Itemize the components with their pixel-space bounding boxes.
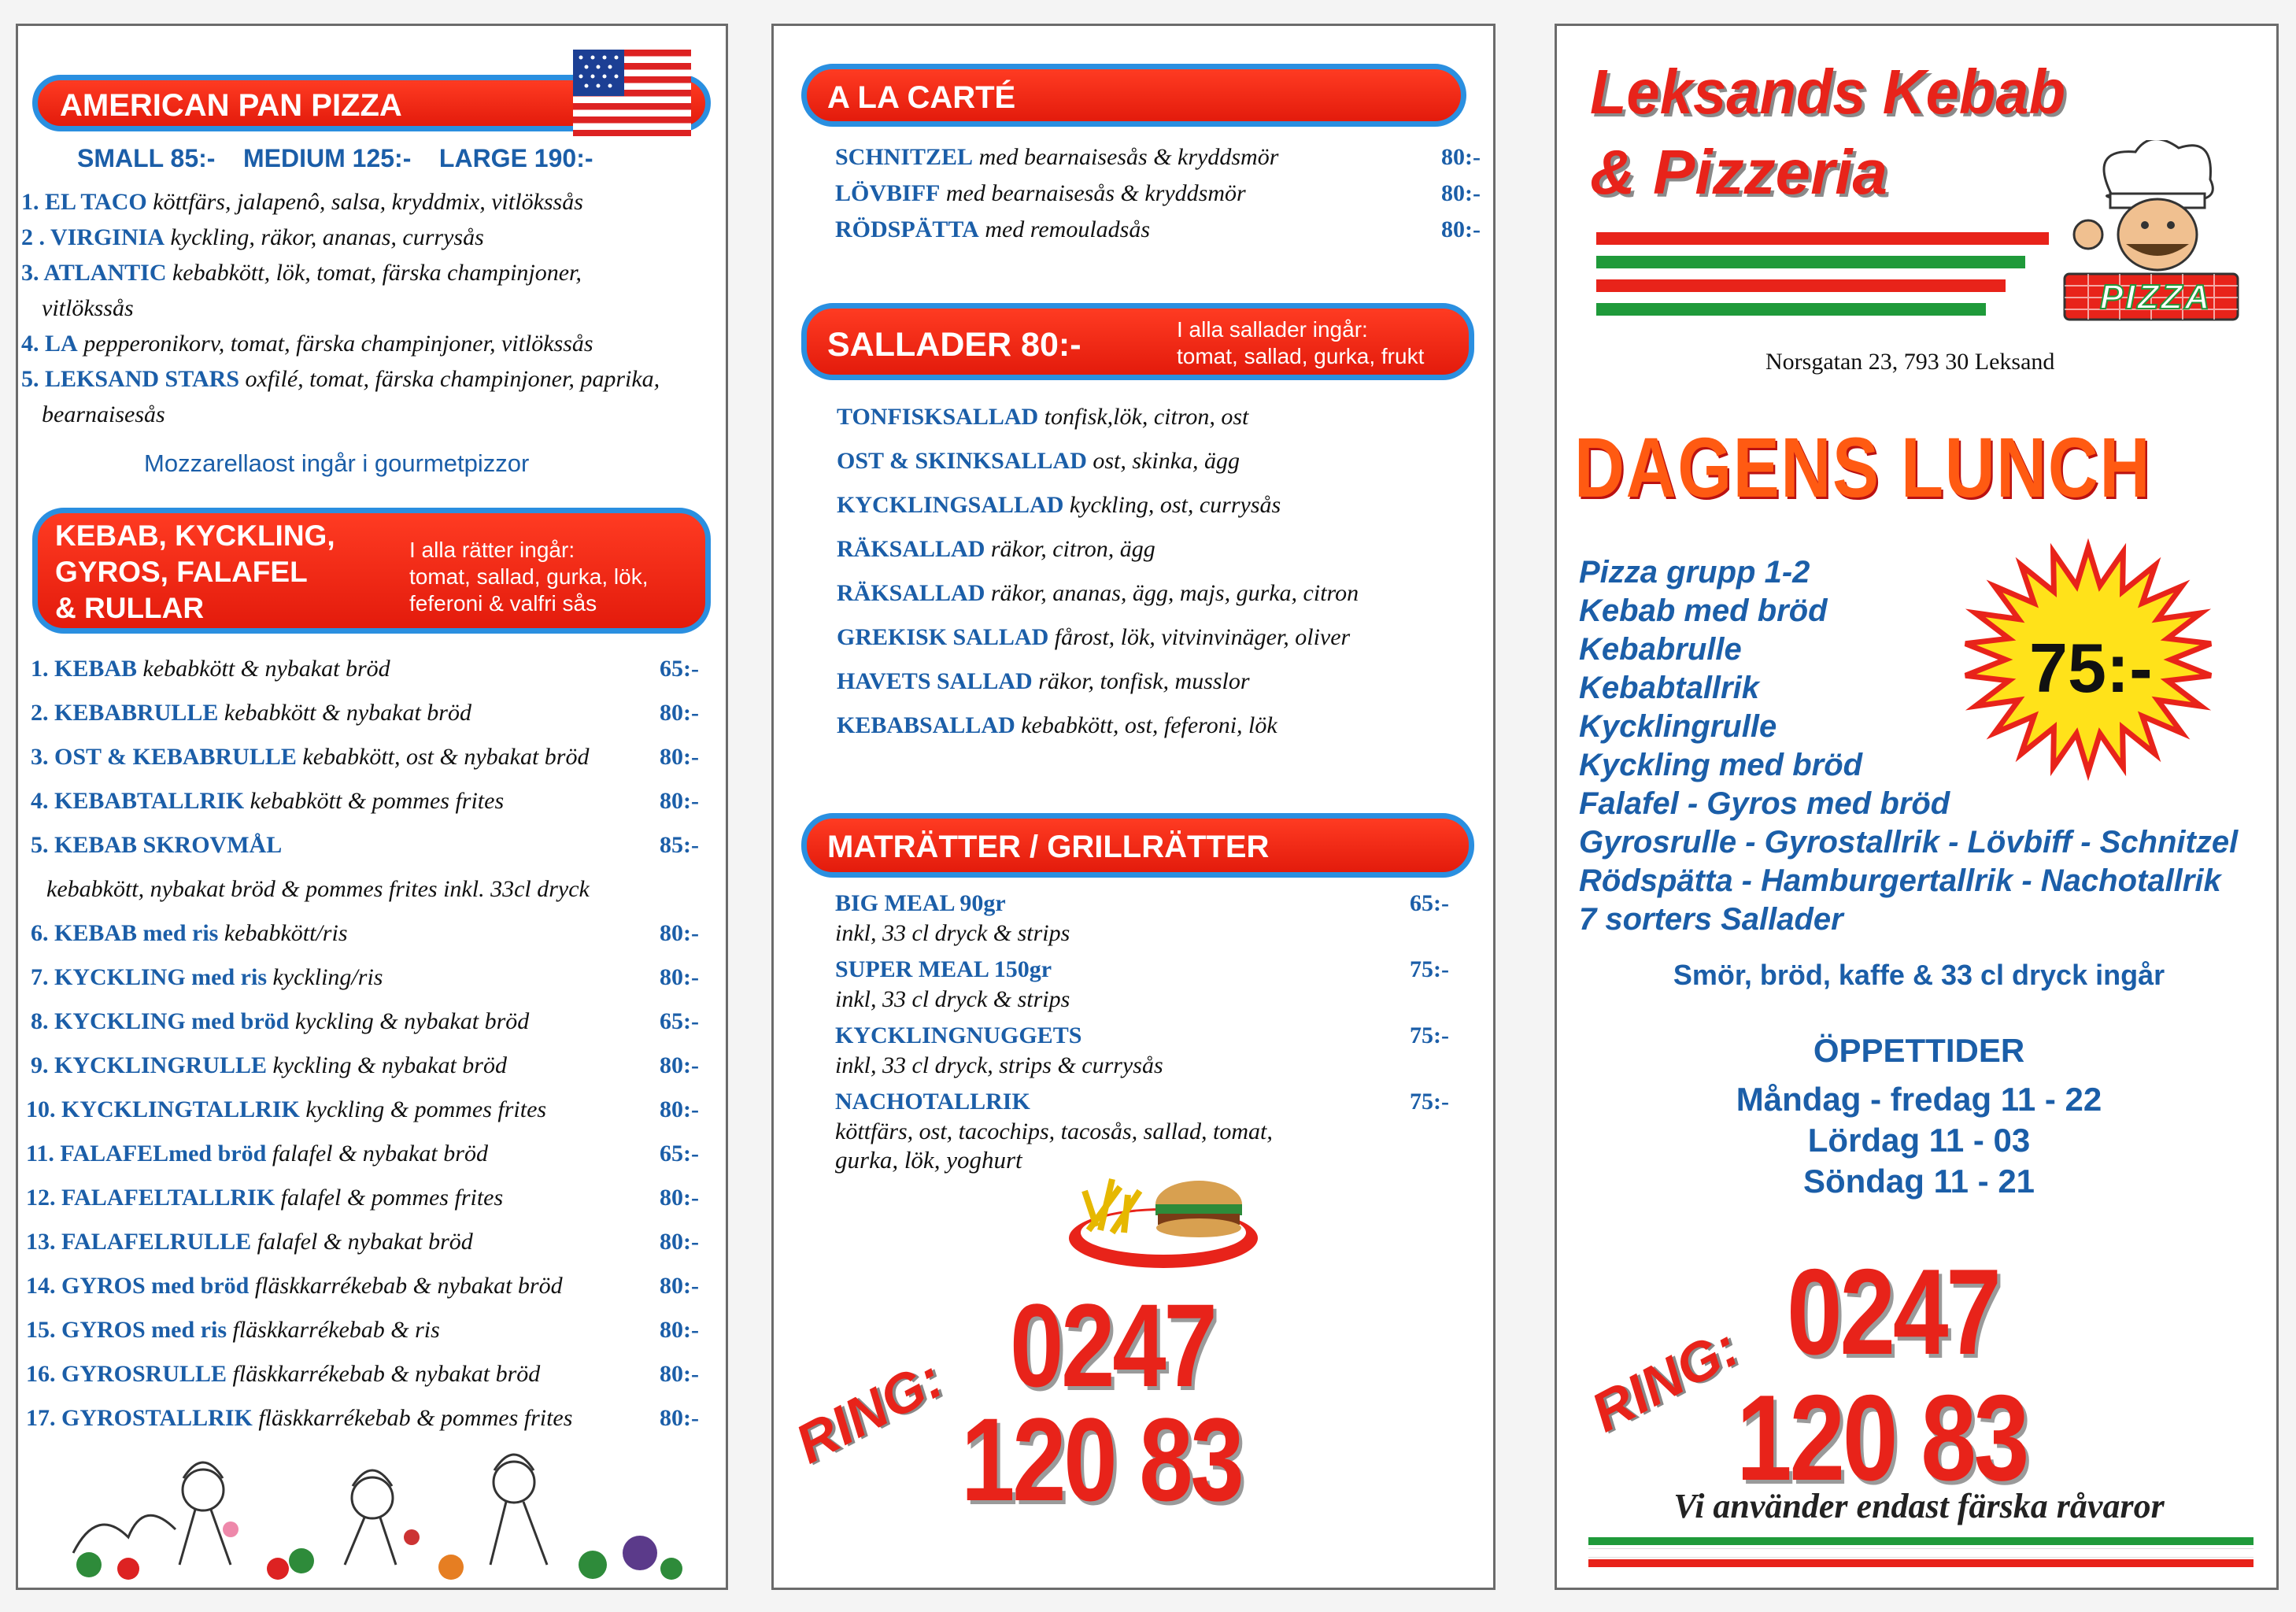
- menu-item-price: 75:-: [1410, 1022, 1449, 1048]
- menu-item: [31, 832, 282, 859]
- ring-label: RING:: [1581, 1316, 1749, 1444]
- lunch-item: Kebabrulle: [1579, 632, 1742, 667]
- menu-item-desc: kebabkött & nybakat bröd: [224, 700, 471, 726]
- menu-item-desc: kyckling/ris: [272, 964, 383, 990]
- menu-item-name: 3. ATLANTIC: [21, 260, 167, 286]
- menu-item-desc: kyckling & nybakat bröd: [272, 1052, 507, 1078]
- menu-item-name: RÄKSALLAD: [837, 580, 985, 606]
- menu-item: [26, 1405, 572, 1432]
- menu-item-price: 80:-: [660, 1405, 699, 1431]
- menu-item-name: 3. OST & KEBABRULLE: [31, 744, 297, 770]
- lunch-item: Pizza grupp 1-2: [1579, 555, 1810, 590]
- lunch-item: Kebabtallrik: [1579, 671, 1759, 705]
- menu-item-name: 14. GYROS med bröd: [26, 1273, 250, 1299]
- logo-line-1: Leksands Kebab: [1590, 57, 2065, 127]
- menu-item-desc: oxfilé, tomat, färska champinjoner, paprika,: [245, 366, 660, 392]
- menu-item-desc: falafel & nybakat bröd: [257, 1229, 473, 1255]
- menu-item: [31, 788, 504, 815]
- menu-item-desc: fläskkarrékebab & pommes frites: [258, 1405, 573, 1431]
- menu-item-desc: kyckling & nybakat bröd: [294, 1008, 530, 1034]
- menu-item: [26, 1141, 488, 1167]
- menu-item-desc: kebabkött & nybakat bröd: [142, 656, 390, 682]
- menu-item-name: GREKISK SALLAD: [837, 624, 1049, 650]
- menu-item: [837, 668, 1250, 695]
- menu-item-price: 80:-: [660, 1273, 699, 1299]
- menu-item-price: 80:-: [660, 700, 699, 726]
- menu-item-name: KEBABSALLAD: [837, 712, 1015, 738]
- stripe-green-2: [1596, 303, 1986, 316]
- lunch-item: 7 sorters Sallader: [1579, 902, 1843, 937]
- menu-item-name: 1. KEBAB: [31, 656, 138, 682]
- menu-item-desc: vitlökssås: [42, 295, 134, 321]
- menu-item-name: BIG MEAL 90gr: [835, 890, 1006, 916]
- menu-item-desc: köttfärs, jalapenô, salsa, kryddmix, vitlökssås: [153, 189, 583, 215]
- menu-item-name: 6. KEBAB med ris: [31, 920, 219, 946]
- menu-panel-left: [16, 24, 728, 1590]
- menu-item: [31, 920, 348, 947]
- menu-item-desc: inkl, 33 cl dryck, strips & currysås: [835, 1052, 1163, 1078]
- menu-item-desc: kebabkött, ost & nybakat bröd: [302, 744, 590, 770]
- menu-item: [21, 189, 583, 216]
- menu-item-desc: kyckling, räkor, ananas, currysås: [170, 224, 484, 250]
- menu-item-desc: ost, skinka, ägg: [1093, 448, 1240, 474]
- menu-item-desc: kyckling & pommes frites: [305, 1096, 547, 1122]
- american-pan-pizza-title: AMERICAN PAN PIZZA: [60, 88, 402, 123]
- menu-item-price: 65:-: [660, 1141, 699, 1166]
- phone-line-2: 120 83: [1736, 1370, 2028, 1506]
- menu-item-price: 80:-: [660, 788, 699, 814]
- menu-item-name: TONFISKSALLAD: [837, 404, 1039, 430]
- menu-item-name: 17. GYROSTALLRIK: [26, 1405, 253, 1431]
- menu-item-price: 65:-: [1410, 890, 1449, 916]
- nachotallrik-extra-desc: gurka, lök, yoghurt: [835, 1146, 1022, 1174]
- hours-weekdays: Måndag - fredag 11 - 22: [1736, 1081, 2102, 1118]
- menu-item: [31, 656, 390, 682]
- menu-item: [26, 1361, 540, 1388]
- menu-item: [42, 401, 165, 428]
- menu-item-name: 10. KYCKLINGTALLRIK: [26, 1096, 300, 1122]
- menu-item-desc: fläskkarrékebab & nybakat bröd: [232, 1361, 541, 1387]
- menu-item: [46, 876, 590, 903]
- menu-item: [21, 224, 484, 251]
- menu-item-desc: inkl, 33 cl dryck & strips: [835, 920, 1070, 946]
- us-flag-icon: [573, 50, 691, 136]
- menu-item-price: 75:-: [1410, 956, 1449, 982]
- lunch-item: Kycklingrulle: [1579, 709, 1777, 744]
- kebab-banner: [32, 508, 711, 634]
- hours-saturday: Lördag 11 - 03: [1807, 1122, 2031, 1159]
- menu-item: [21, 331, 593, 357]
- menu-item-name: 2 . VIRGINIA: [21, 224, 165, 250]
- menu-item-price: 85:-: [660, 832, 699, 858]
- menu-item-price: 80:-: [660, 1317, 699, 1343]
- menu-item-name: KYCKLINGSALLAD: [837, 492, 1064, 518]
- sallader-note: I alla sallader ingår: tomat, sallad, gurka, frukt: [1177, 317, 1425, 368]
- included-note: Smör, bröd, kaffe & 33 cl dryck ingår: [1673, 959, 2165, 991]
- menu-item: [837, 580, 1359, 607]
- menu-item-desc: räkor, ananas, ägg, majs, gurka, citron: [990, 580, 1359, 606]
- menu-item-desc: räkor, tonfisk, musslor: [1038, 668, 1250, 694]
- menu-item-desc: kebabkött, lök, tomat, färska champinjoner,: [172, 260, 582, 286]
- menu-item: [835, 144, 1278, 171]
- menu-item-name: 7. KYCKLING med ris: [31, 964, 267, 990]
- menu-item-name: SCHNITZEL: [835, 144, 974, 170]
- menu-item: [42, 295, 134, 322]
- phone-line-2: 120 83: [961, 1393, 1242, 1525]
- menu-item-name: 5. LEKSAND STARS: [21, 366, 240, 392]
- menu-panel-right: [1555, 24, 2279, 1590]
- menu-item-name: 4. LA: [21, 331, 78, 357]
- menu-item: [26, 1229, 473, 1255]
- address: Norsgatan 23, 793 30 Leksand: [1765, 349, 2055, 375]
- lunch-price: 75:-: [2029, 629, 2153, 707]
- menu-item: [21, 366, 660, 393]
- menu-item: [31, 700, 471, 727]
- menu-item-name: RÄKSALLAD: [837, 536, 985, 562]
- stripe-red-2: [1596, 279, 2006, 292]
- menu-item: [31, 964, 383, 991]
- menu-item-name: 12. FALAFELTALLRIK: [26, 1185, 275, 1211]
- hours-sunday: Söndag 11 - 21: [1802, 1163, 2035, 1200]
- menu-item-name: 16. GYROSRULLE: [26, 1361, 227, 1387]
- menu-item-name: 11. FALAFELmed bröd: [26, 1141, 267, 1166]
- menu-item-desc: tonfisk,lök, citron, ost: [1044, 404, 1249, 430]
- menu-item: [31, 1008, 529, 1035]
- menu-item-name: 13. FALAFELRULLE: [26, 1229, 252, 1255]
- menu-item-desc: fläskkarrékebab & nybakat bröd: [254, 1273, 563, 1299]
- alacarte-banner: [801, 64, 1466, 127]
- menu-item-name: 8. KYCKLING med bröd: [31, 1008, 290, 1034]
- menu-item: [26, 1273, 563, 1300]
- menu-item: [835, 180, 1246, 207]
- menu-item-desc: köttfärs, ost, tacochips, tacosås, sallad, tomat,: [835, 1118, 1273, 1144]
- menu-item-name: LÖVBIFF: [835, 180, 941, 206]
- phone-line-1: 0247: [1787, 1244, 1999, 1380]
- menu-item: [837, 536, 1155, 563]
- mozzarella-note: Mozzarellaost ingår i gourmetpizzor: [144, 449, 530, 477]
- phone-line-1: 0247: [1010, 1279, 1215, 1411]
- menu-item-desc: falafel & pommes frites: [280, 1185, 504, 1211]
- menu-item-desc: inkl, 33 cl dryck & strips: [835, 986, 1070, 1012]
- menu-item-price: 75:-: [1410, 1089, 1449, 1115]
- menu-item-price: 80:-: [660, 744, 699, 770]
- menu-item-name: RÖDSPÄTTA: [835, 216, 979, 242]
- menu-item: [837, 492, 1281, 519]
- menu-item-desc: med bearnaisesås & kryddsmör: [978, 144, 1279, 170]
- kebab-title: KEBAB, KYCKLING, GYROS, FALAFEL & RULLAR: [55, 519, 335, 624]
- menu-item-desc: kebabkött, nybakat bröd & pommes frites inkl. 33cl dryck: [46, 876, 590, 902]
- menu-item: [837, 712, 1277, 739]
- menu-item-name: KYCKLINGNUGGETS: [835, 1022, 1082, 1048]
- menu-item-name: OST & SKINKSALLAD: [837, 448, 1087, 474]
- menu-item: [31, 1052, 507, 1079]
- lunch-item: Kebab med bröd: [1579, 593, 1828, 628]
- menu-item: [26, 1096, 546, 1123]
- menu-item-price: 80:-: [660, 1052, 699, 1078]
- stripe-bottom-white: [1588, 1548, 2253, 1558]
- menu-item-price: 80:-: [660, 1096, 699, 1122]
- chefs-vegetables-illustration-icon: [42, 1435, 703, 1584]
- menu-item-name: NACHOTALLRIK: [835, 1089, 1030, 1115]
- menu-item: [31, 744, 589, 771]
- menu-item-desc: falafel & nybakat bröd: [272, 1141, 488, 1166]
- lunch-item: Falafel - Gyros med bröd: [1579, 786, 1950, 821]
- slogan: Vi använder endast färska råvaror: [1673, 1487, 2165, 1525]
- menu-item-price: 65:-: [660, 1008, 699, 1034]
- menu-item: [26, 1317, 440, 1344]
- hours-title: ÖPPETTIDER: [1813, 1032, 2025, 1069]
- dagens-lunch-title: DAGENS LUNCH: [1574, 420, 2152, 515]
- menu-item-name: SUPER MEAL 150gr: [835, 956, 1052, 982]
- menu-item-desc: med bearnaisesås & kryddsmör: [945, 180, 1246, 206]
- menu-item-name: 2. KEBABRULLE: [31, 700, 219, 726]
- stripe-bottom-green: [1588, 1537, 2253, 1545]
- menu-item-desc: med remouladsås: [985, 216, 1151, 242]
- grillratter-banner: [801, 813, 1474, 878]
- menu-panel-middle: [771, 24, 1496, 1590]
- menu-item: [837, 448, 1240, 475]
- menu-item: [835, 216, 1150, 243]
- lunch-item: Rödspätta - Hamburgertallrik - Nachotallrik: [1579, 863, 2221, 898]
- sallader-banner: [801, 303, 1474, 380]
- menu-item-desc: pepperonikorv, tomat, färska champinjoner, vitlökssås: [83, 331, 593, 357]
- stripe-bottom-red: [1588, 1559, 2253, 1567]
- menu-item-price: 80:-: [660, 964, 699, 990]
- stripe-red: [1596, 232, 2049, 245]
- menu-item-price: 80:-: [660, 920, 699, 946]
- menu-item-name: 1. EL TACO: [21, 189, 147, 215]
- menu-item-price: 80:-: [1441, 216, 1481, 242]
- menu-item-desc: kebabkött & pommes frites: [250, 788, 505, 814]
- menu-item-price: 80:-: [1441, 180, 1481, 206]
- pizza-sizes: SMALL 85:- MEDIUM 125:- LARGE 190:-: [77, 144, 593, 172]
- menu-item-price: 80:-: [660, 1185, 699, 1211]
- lunch-item: Kyckling med bröd: [1579, 748, 1863, 782]
- ring-label: RING:: [786, 1348, 953, 1475]
- menu-item-desc: fårost, lök, vitvinvinäger, oliver: [1054, 624, 1351, 650]
- menu-item-name: 9. KYCKLINGRULLE: [31, 1052, 268, 1078]
- menu-item-name: 15. GYROS med ris: [26, 1317, 227, 1343]
- grillratter-title: MATRÄTTER / GRILLRÄTTER: [827, 830, 1270, 864]
- menu-item: [837, 404, 1248, 431]
- menu-item-desc: kebabkött, ost, feferoni, lök: [1021, 712, 1277, 738]
- kebab-note: I alla rätter ingår: tomat, sallad, gurka, lök, feferoni & valfri sås: [409, 538, 649, 616]
- stripe-green: [1596, 256, 2025, 268]
- alacarte-title: A LA CARTÉ: [827, 80, 1016, 115]
- menu-item: [21, 260, 582, 287]
- menu-item-price: 80:-: [1441, 144, 1481, 170]
- menu-item-price: 65:-: [660, 656, 699, 682]
- logo-line-2: & Pizzeria: [1590, 137, 1887, 207]
- menu-item-desc: bearnaisesås: [42, 401, 165, 427]
- menu-item: [26, 1185, 503, 1211]
- menu-item-name: HAVETS SALLAD: [837, 668, 1033, 694]
- menu-item-price: 80:-: [660, 1229, 699, 1255]
- menu-item-desc: räkor, citron, ägg: [990, 536, 1155, 562]
- menu-item-name: 4. KEBABTALLRIK: [31, 788, 245, 814]
- menu-item-name: 5. KEBAB SKROVMÅL: [31, 832, 283, 858]
- menu-item-desc: fläskkarrékebab & ris: [232, 1317, 440, 1343]
- menu-item-desc: kebabkött/ris: [224, 920, 348, 946]
- pizza-sign: PIZZA: [2100, 278, 2213, 316]
- menu-item: [837, 624, 1350, 651]
- menu-item-price: 80:-: [660, 1361, 699, 1387]
- sallader-title: SALLADER 80:-: [827, 326, 1081, 364]
- menu-item-desc: kyckling, ost, currysås: [1069, 492, 1281, 518]
- lunch-item: Gyrosrulle - Gyrostallrik - Lövbiff - Schnitzel: [1579, 825, 2239, 860]
- burger-fries-icon: [1065, 1155, 1262, 1274]
